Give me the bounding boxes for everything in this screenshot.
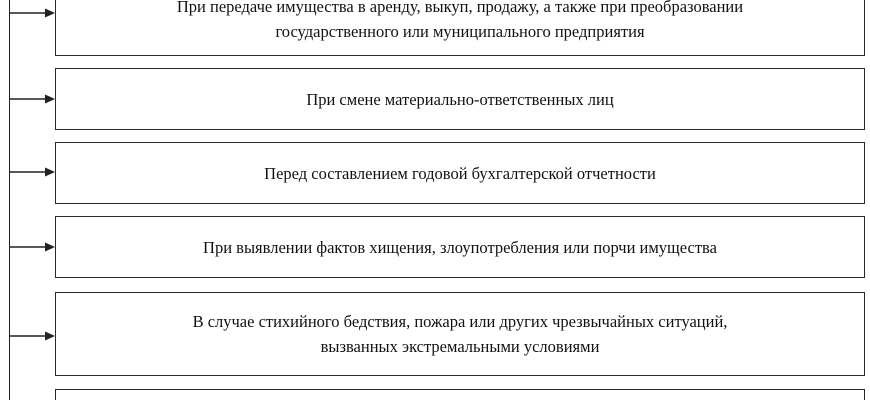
- box-3: [55, 142, 865, 204]
- arrow-4: [9, 241, 55, 253]
- box-4-line-1: При выявлении фактов хищения, злоупотребления или порчи имущества: [203, 237, 717, 257]
- box-2-line-1: При смене материально-ответственных лиц: [306, 89, 614, 109]
- box-6: [55, 389, 865, 400]
- arrow-1: [9, 7, 55, 19]
- arrow-5: [9, 330, 55, 342]
- box-1-line-2: государственного или муниципального предприятия: [275, 22, 645, 41]
- box-1-line-1: При передаче имущества в аренду, выкуп, продажу, а также при преобразовании: [176, 0, 744, 16]
- box-1: [55, 0, 865, 56]
- arrow-2: [9, 93, 55, 105]
- arrow-3: [9, 166, 55, 178]
- box-5: [55, 292, 865, 376]
- box-5-line-1: В случае стихийного бедствия, пожара или других чрезвычайных ситуаций,: [192, 312, 728, 331]
- box-5-line-2: вызванных экстремальными условиями: [320, 337, 600, 356]
- box-4: [55, 216, 865, 278]
- box-3-line-1: Перед составлением годовой бухгалтерской отчетности: [264, 163, 656, 183]
- box-2: [55, 68, 865, 130]
